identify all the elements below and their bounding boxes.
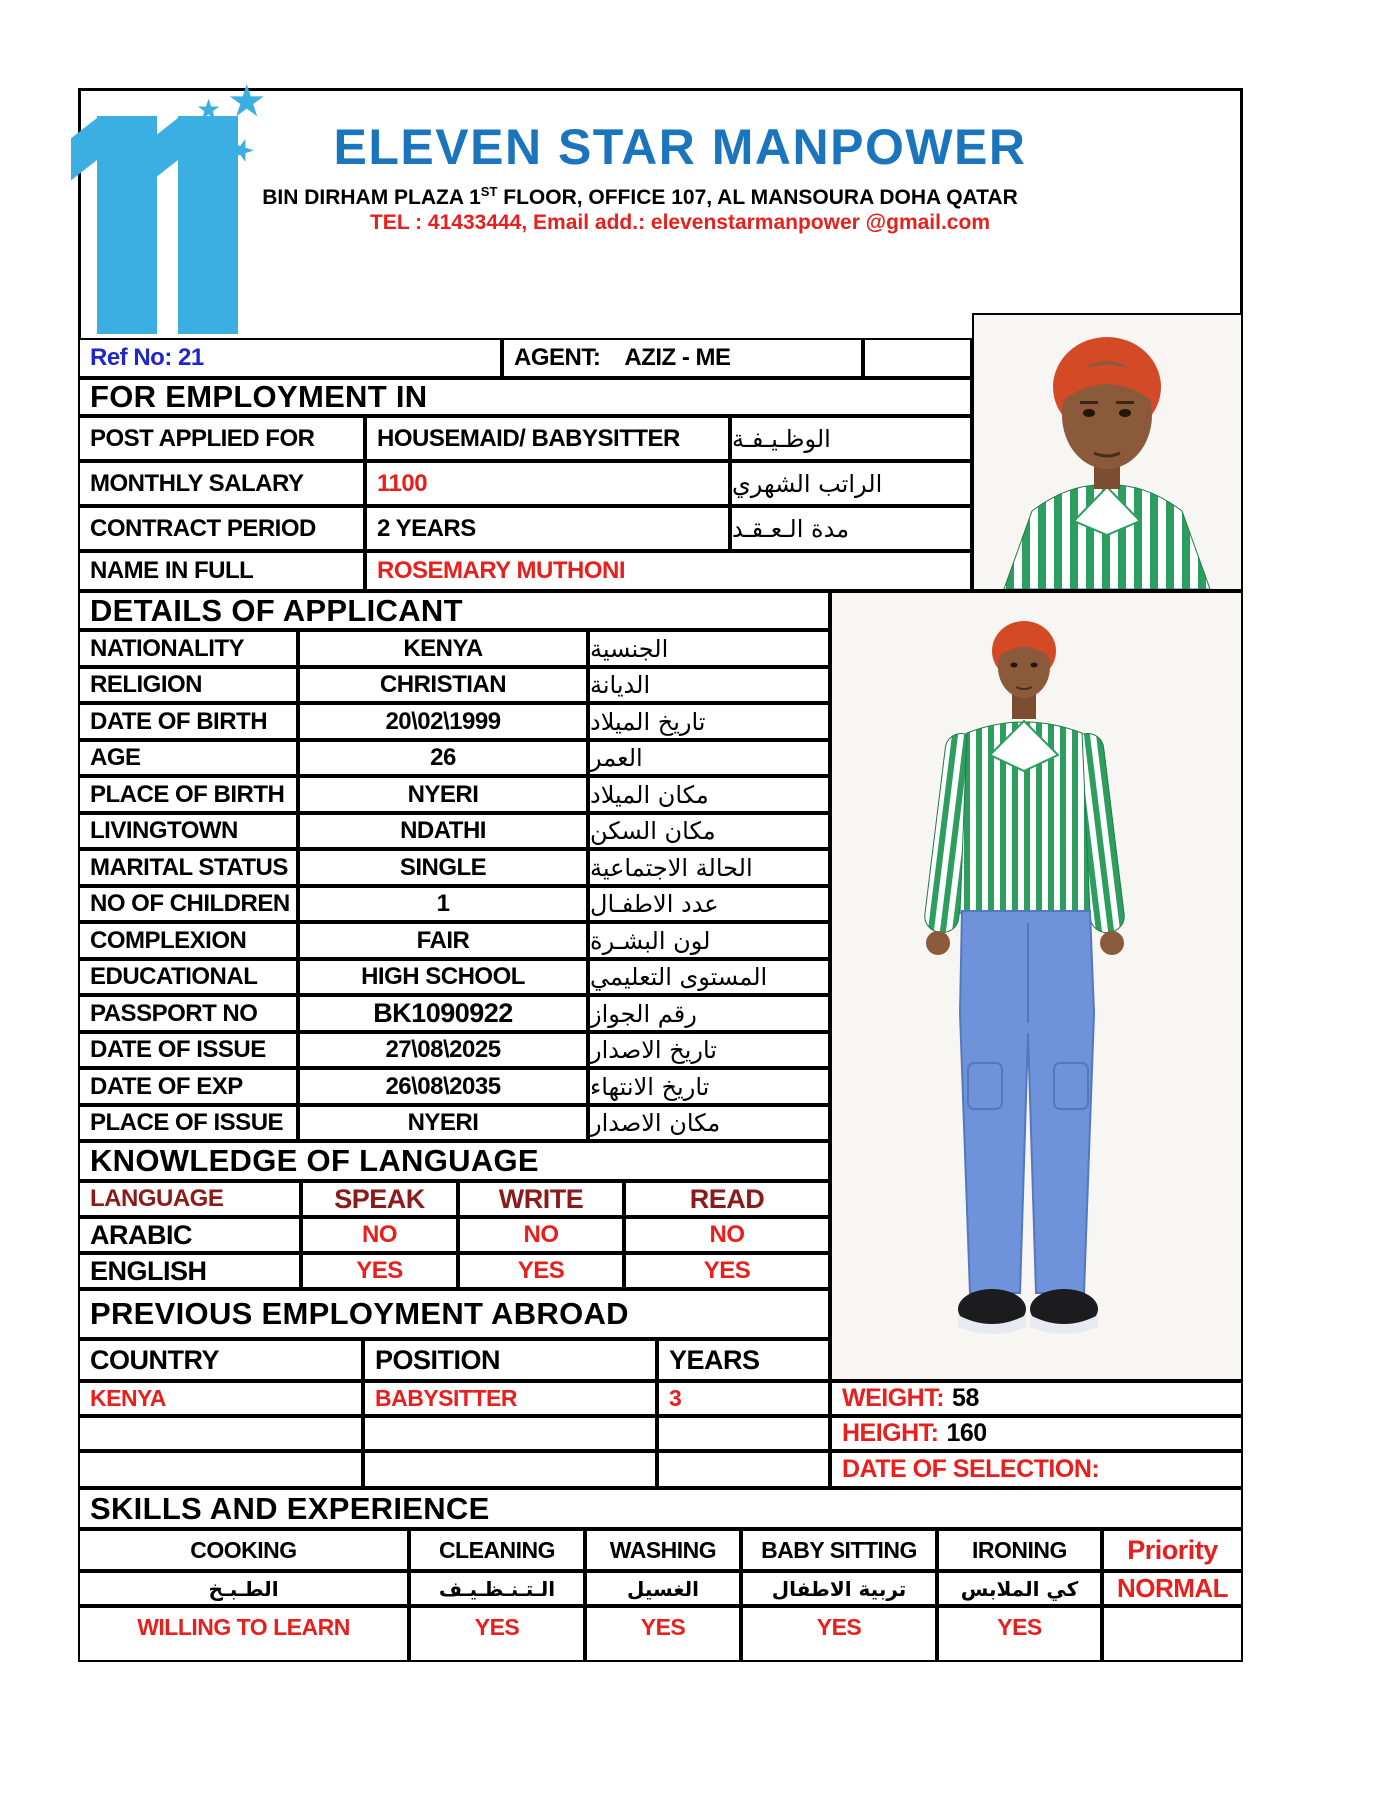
detail-label-cell xyxy=(78,740,298,776)
skill-arabic-cell: الغسيل xyxy=(585,1571,741,1606)
detail-value-cell: SINGLE xyxy=(298,849,588,886)
language-skill-cell: YES xyxy=(301,1253,458,1289)
detail-arabic-cell: الحالة الاجتماعية xyxy=(588,849,830,886)
skill-value-cell xyxy=(78,1606,409,1662)
section-title: FOR EMPLOYMENT IN xyxy=(90,379,428,414)
date-of-selection-label: DATE OF SELECTION: xyxy=(842,1455,1100,1483)
employment-row-cell xyxy=(363,1451,657,1488)
post-applied-value-cell xyxy=(365,416,730,461)
skill-value: WILLING TO LEARN xyxy=(137,1614,350,1640)
field-label: DATE OF EXP xyxy=(90,1072,243,1100)
skill-value: YES xyxy=(640,1614,686,1640)
priority-blank-cell xyxy=(1102,1606,1243,1662)
country-value: KENYA xyxy=(90,1385,166,1411)
skill-value: YES xyxy=(816,1614,862,1640)
field-label: EDUCATIONAL xyxy=(90,963,258,990)
years-value: 3 xyxy=(669,1385,682,1411)
date-of-selection-cell xyxy=(830,1451,1243,1488)
height-value: 160 xyxy=(946,1419,987,1447)
monthly-salary-value-cell xyxy=(365,461,730,506)
company-name: ELEVEN STAR MANPOWER xyxy=(333,119,1027,175)
language-name-cell xyxy=(78,1217,301,1253)
detail-arabic-cell: تاريخ الميلاد xyxy=(588,703,830,740)
agent-cell xyxy=(502,338,863,378)
field-label: DATE OF ISSUE xyxy=(90,1036,266,1063)
post-applied-arabic-cell: الوظـيـفـة xyxy=(730,416,972,461)
section-for-employment xyxy=(78,378,972,416)
ref-no-cell xyxy=(78,338,502,378)
position-header-cell xyxy=(363,1339,657,1381)
monthly-salary-arabic-cell: الراتب الشهري xyxy=(730,461,972,506)
detail-label-cell xyxy=(78,1032,298,1068)
field-value: HOUSEMAID/ BABYSITTER xyxy=(377,424,680,452)
skill-header-cell: COOKING xyxy=(78,1529,409,1571)
name-value-cell xyxy=(365,551,972,591)
height-cell xyxy=(830,1416,1243,1451)
detail-value-cell: CHRISTIAN xyxy=(298,667,588,703)
skill-arabic-cell: تربية الاطفال xyxy=(741,1571,937,1606)
field-value: 1100 xyxy=(377,469,428,497)
field-value: 2 YEARS xyxy=(377,514,476,542)
language-skill-cell: YES xyxy=(458,1253,624,1289)
employment-row-cell xyxy=(78,1451,363,1488)
contract-period-label-cell xyxy=(78,506,365,551)
detail-label-cell xyxy=(78,667,298,703)
employment-row-cell xyxy=(78,1416,363,1451)
detail-label-cell xyxy=(78,813,298,849)
field-label: PLACE OF BIRTH xyxy=(90,780,285,808)
detail-arabic-cell: عدد الاطفـال xyxy=(588,886,830,922)
priority-value-cell: NORMAL xyxy=(1102,1571,1243,1606)
agent-label: AGENT: xyxy=(514,344,601,371)
detail-arabic-cell: تاريخ الانتهاء xyxy=(588,1068,830,1105)
language-skill-cell: NO xyxy=(301,1217,458,1253)
language-header-cell xyxy=(78,1181,301,1217)
applicant-photo-fullbody xyxy=(830,591,1243,1381)
country-header-cell xyxy=(78,1339,363,1381)
detail-value-cell: NYERI xyxy=(298,1105,588,1141)
company-address: BIN DIRHAM PLAZA 1ST FLOOR, OFFICE 107, AL MANSOURA DOHA QATAR xyxy=(262,184,1018,209)
detail-arabic-cell: الديانة xyxy=(588,667,830,703)
detail-arabic-cell: مكان الميلاد xyxy=(588,776,830,813)
skill-arabic-cell: الطـبـخ xyxy=(78,1571,409,1606)
contract-period-value-cell xyxy=(365,506,730,551)
field-label: CONTRACT PERIOD xyxy=(90,514,316,542)
employment-row-cell xyxy=(657,1451,830,1488)
detail-label-cell xyxy=(78,703,298,740)
skill-header-cell: CLEANING xyxy=(409,1529,585,1571)
height-label: HEIGHT: xyxy=(842,1419,939,1447)
skill-value-cell xyxy=(409,1606,585,1662)
detail-value-cell: FAIR xyxy=(298,922,588,959)
detail-arabic-cell: تاريخ الاصدار xyxy=(588,1032,830,1068)
skill-value-cell xyxy=(741,1606,937,1662)
position-value: BABYSITTER xyxy=(375,1385,517,1411)
column-header: LANGUAGE xyxy=(90,1185,224,1212)
section-previous-employment xyxy=(78,1289,830,1339)
field-label: AGE xyxy=(90,744,141,771)
employment-row-cell xyxy=(78,1381,363,1416)
section-title: SKILLS AND EXPERIENCE xyxy=(90,1490,490,1526)
employment-row-cell xyxy=(363,1381,657,1416)
name-label-cell xyxy=(78,551,365,591)
field-label: NATIONALITY xyxy=(90,634,245,662)
detail-value-cell: KENYA xyxy=(298,630,588,667)
detail-arabic-cell: مكان السكن xyxy=(588,813,830,849)
skill-value: YES xyxy=(474,1614,520,1640)
star-icon: ★ xyxy=(223,130,260,171)
language-skill-cell: YES xyxy=(624,1253,830,1289)
section-title: DETAILS OF APPLICANT xyxy=(90,592,463,628)
detail-label-cell xyxy=(78,630,298,667)
field-label: DATE OF BIRTH xyxy=(90,707,268,735)
company-contact: TEL : 41433444, Email add.: elevenstarmanpower @gmail.com xyxy=(369,211,990,234)
skill-arabic-cell: كي الملابس xyxy=(937,1571,1102,1606)
detail-arabic-cell: لون البشـرة xyxy=(588,922,830,959)
language-name-cell xyxy=(78,1253,301,1289)
column-header: YEARS xyxy=(669,1344,760,1375)
detail-arabic-cell: العمر xyxy=(588,740,830,776)
star-icon: ★ xyxy=(196,94,222,125)
field-label: NO OF CHILDREN xyxy=(90,890,290,917)
skill-value-cell xyxy=(937,1606,1102,1662)
employment-row-cell xyxy=(657,1381,830,1416)
detail-arabic-cell: مكان الاصدار xyxy=(588,1105,830,1141)
weight-value: 58 xyxy=(952,1384,979,1412)
field-label: COMPLEXION xyxy=(90,926,247,954)
language-skill-cell: NO xyxy=(458,1217,624,1253)
section-skills xyxy=(78,1488,1243,1529)
monthly-salary-label-cell xyxy=(78,461,365,506)
priority-header-cell: Priority xyxy=(1102,1529,1243,1571)
skill-header-cell: BABY SITTING xyxy=(741,1529,937,1571)
contract-period-arabic-cell: مدة الـعـقـد xyxy=(730,506,972,551)
years-header-cell xyxy=(657,1339,830,1381)
logo-bar-1 xyxy=(97,116,157,334)
field-label: LIVINGTOWN xyxy=(90,817,238,844)
skill-header-cell: IRONING xyxy=(937,1529,1102,1571)
write-header-cell: WRITE xyxy=(458,1181,624,1217)
detail-value-cell: 26 xyxy=(298,740,588,776)
section-title: KNOWLEDGE OF LANGUAGE xyxy=(90,1143,539,1178)
weight-label: WEIGHT: xyxy=(842,1384,945,1412)
detail-label-cell xyxy=(78,1068,298,1105)
skill-header-cell: WASHING xyxy=(585,1529,741,1571)
detail-label-cell xyxy=(78,776,298,813)
detail-value-cell: 20\02\1999 xyxy=(298,703,588,740)
read-header-cell: READ xyxy=(624,1181,830,1217)
skill-value: YES xyxy=(997,1614,1042,1640)
detail-label-cell xyxy=(78,849,298,886)
detail-label-cell xyxy=(78,995,298,1032)
section-title: PREVIOUS EMPLOYMENT ABROAD xyxy=(90,1296,629,1331)
language-name: ENGLISH xyxy=(90,1255,207,1286)
detail-value-cell: BK1090922 xyxy=(298,995,588,1032)
speak-header-cell: SPEAK xyxy=(301,1181,458,1217)
language-name: ARABIC xyxy=(90,1219,192,1250)
star-icon: ★ xyxy=(227,77,267,126)
detail-value-cell: HIGH SCHOOL xyxy=(298,959,588,995)
employment-row-cell xyxy=(363,1416,657,1451)
detail-arabic-cell: المستوى التعليمي xyxy=(588,959,830,995)
field-label: NAME IN FULL xyxy=(90,557,254,584)
detail-value-cell: 27\08\2025 xyxy=(298,1032,588,1068)
section-details xyxy=(78,591,830,630)
detail-label-cell xyxy=(78,959,298,995)
column-header: COUNTRY xyxy=(90,1344,219,1375)
applicant-name: ROSEMARY MUTHONI xyxy=(377,557,626,584)
post-applied-label-cell xyxy=(78,416,365,461)
field-label: MONTHLY SALARY xyxy=(90,469,304,497)
language-skill-cell: NO xyxy=(624,1217,830,1253)
weight-cell xyxy=(830,1381,1243,1416)
detail-arabic-cell: الجنسية xyxy=(588,630,830,667)
field-label: POST APPLIED FOR xyxy=(90,424,315,452)
ref-no: Ref No: 21 xyxy=(90,344,204,371)
detail-value-cell: 26\08\2035 xyxy=(298,1068,588,1105)
detail-value-cell: NYERI xyxy=(298,776,588,813)
skill-arabic-cell: الـتـنـظـيـف xyxy=(409,1571,585,1606)
field-label: PASSPORT NO xyxy=(90,999,258,1027)
applicant-photo-headshot xyxy=(972,313,1243,591)
detail-value-cell: NDATHI xyxy=(298,813,588,849)
fullbody-illustration xyxy=(832,593,1241,1379)
detail-value-cell: 1 xyxy=(298,886,588,922)
skill-value-cell xyxy=(585,1606,741,1662)
detail-label-cell xyxy=(78,1105,298,1141)
headshot-illustration xyxy=(974,315,1241,589)
field-label: MARITAL STATUS xyxy=(90,853,288,881)
detail-label-cell xyxy=(78,886,298,922)
field-label: PLACE OF ISSUE xyxy=(90,1109,284,1136)
column-header: POSITION xyxy=(375,1344,501,1375)
section-language xyxy=(78,1141,830,1181)
agent-value: AZIZ - ME xyxy=(624,344,731,371)
field-label: RELIGION xyxy=(90,671,203,698)
blank-cell xyxy=(863,338,972,378)
employment-row-cell xyxy=(657,1416,830,1451)
detail-arabic-cell: رقم الجواز xyxy=(588,995,830,1032)
detail-label-cell xyxy=(78,922,298,959)
